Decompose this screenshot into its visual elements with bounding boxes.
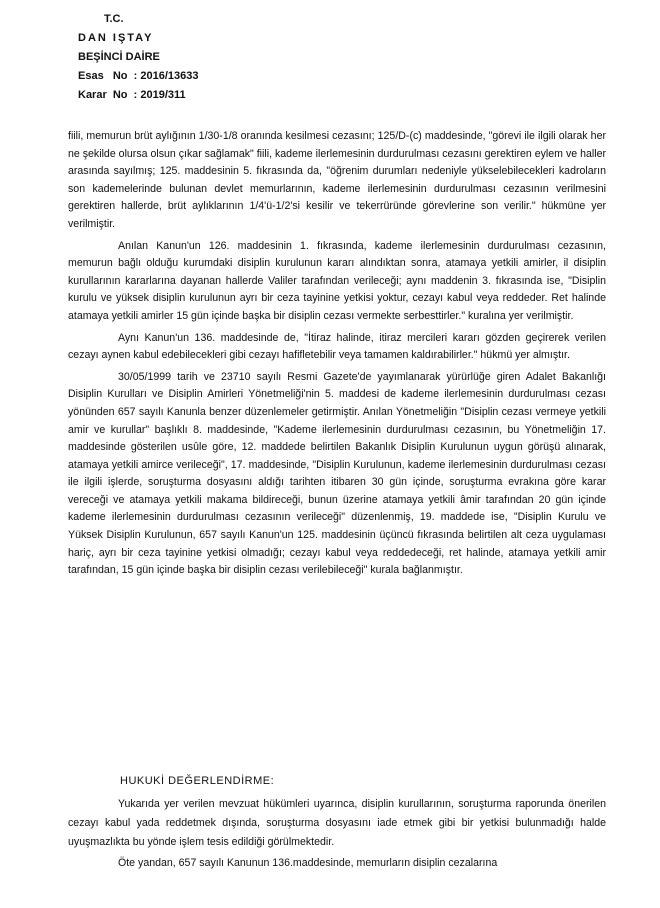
header-esas-no: Esas No : 2016/13633 [78, 70, 199, 82]
header-tc: T.C. [104, 13, 124, 25]
header-court: DAN IŞTAY [78, 32, 154, 44]
paragraph-6: Öte yandan, 657 sayılı Kanunun 136.maddesinde, memurların disiplin cezalarına [118, 857, 498, 869]
paragraph-4: 30/05/1999 tarih ve 23710 sayılı Resmi Gazete'de yayımlanarak yürürlüğe giren Adalet Bakanlığı Disiplin Kurulları ve Disiplin Amirleri Yönetmeliği'nin 5. maddesi de kademe ilerlemesinin durdurulması cezası yönünden 657 sayılı Kanunla benzer düzenlemeler getirmiştir. Anılan Yönetmeliğin "Disiplin cezası vermeye yetkili amir ve kurullar" başlıklı 8. maddesinde, "Kademe ilerlemesinin durdurulması cezasının, bu Yönetmeliğin 17. maddesinde gösterilen usûle göre, 12. maddede belirtilen Bakanlık Disiplin Kurulunun uygun görüşü alınarak, atamaya yetkili amirce verileceği", 17. maddesinde, "Disiplin Kurulunun, kademe ilerlemesinin durdurulması cezası ile ilgili işlerde, soruşturma dosyasını aldığı tarihten itibaren 30 gün içinde, soruşturma evrakına göre karar vereceği ve atamaya yetkili makama bildireceği, bunun üzerine atamaya yetkili âmir tarafından 20 gün içinde kademe ilerlemesinin durdurulması cezasının verileceği" düzenlenmiş, 19. maddede ise, "Disiplin Kurulu ve Yüksek Disiplin Kurulunun, 657 sayılı Kanun'un 125. maddesinin üçüncü fıkrasında belirtilen alt ceza uygulaması hariç, ayrı bir ceza tayinine yetkisi olmadığı; cezayı kabul veya reddedeceği, ret halinde, atamaya yetkili amir tarafından, 15 gün içinde başka bir disiplin cezası verilebileceği" kurala bağlanmıştır. [68, 370, 606, 577]
header-karar-no: Karar No : 2019/311 [78, 89, 186, 101]
section-title: HUKUKİ DEĞERLENDİRME: [120, 775, 275, 787]
header-chamber: BEŞİNCİ DAİRE [78, 51, 160, 63]
paragraph-1: fiili, memurun brüt aylığının 1/30-1/8 oranında kesilmesi cezasını; 125/D-(c) maddesinde, "görevi ile ilgili olarak her ne şekilde olursa olsun çıkar sağlamak" fiili, kademe ilerlemesinin durdurulması cezasını gerektiren eylem ve haller arasında sayılmış; 125. maddesinin 5. fıkrasında da, "öğrenim durumları nedeniyle yükselebilecekleri kadroların son kademelerinde bulunan devlet memurlarının, kademe ilerlemesinin durdurulması cezasının verilmesini gerektiren hallerde, brüt aylıklarının 1/4'ü-1/2'si kesilir ve tekerrüründe görevlerine son verilir." hükmüne yer verilmiştir. [68, 130, 606, 230]
paragraph-5: Yukarıda yer verilen mevzuat hükümleri uyarınca, disiplin kurullarının, soruşturma raporunda önerilen cezayı kabul yada reddetmek dışında, soruşturma dosyasını iade etmek gibi bir yetkisi bulunmadığı halde uyuşmazlıkta bu yönde işlem tesis edildiği görülmektedir. [68, 798, 606, 848]
paragraph-2: Anılan Kanun'un 126. maddesinin 1. fıkrasında, kademe ilerlemesinin durdurulması cezasının, memurun bağlı olduğu kurumdaki disiplin kurulunun kararı alındıktan sonra, atamaya yetkili amirler, il disiplin kurullarının kararlarına dayanan hallerde Valiler tarafından verileceği; aynı maddenin 3. fıkrasında ise, "Disiplin kurulu ve yüksek disiplin kurulunun ayrı bir ceza tayinine yetkisi yoktur, cezayı kabul veya reddeder. Ret halinde atamaya yetkili amirler 15 gün içinde başka bir disiplin cezası vermekte serbesttirler." kuralına yer verilmiştir. [68, 239, 606, 322]
document-header [78, 10, 198, 105]
document-body [68, 128, 606, 584]
evaluation-body [68, 795, 606, 875]
paragraph-3: Aynı Kanun'un 136. maddesinde de, "İtiraz halinde, itiraz mercileri kararı gözden geçirerek verilen cezayı aynen kabul edebilecekleri gibi cezayı hafifletebilir veya tamamen kaldırabilirler." hükmü yer almıştır. [68, 331, 606, 362]
